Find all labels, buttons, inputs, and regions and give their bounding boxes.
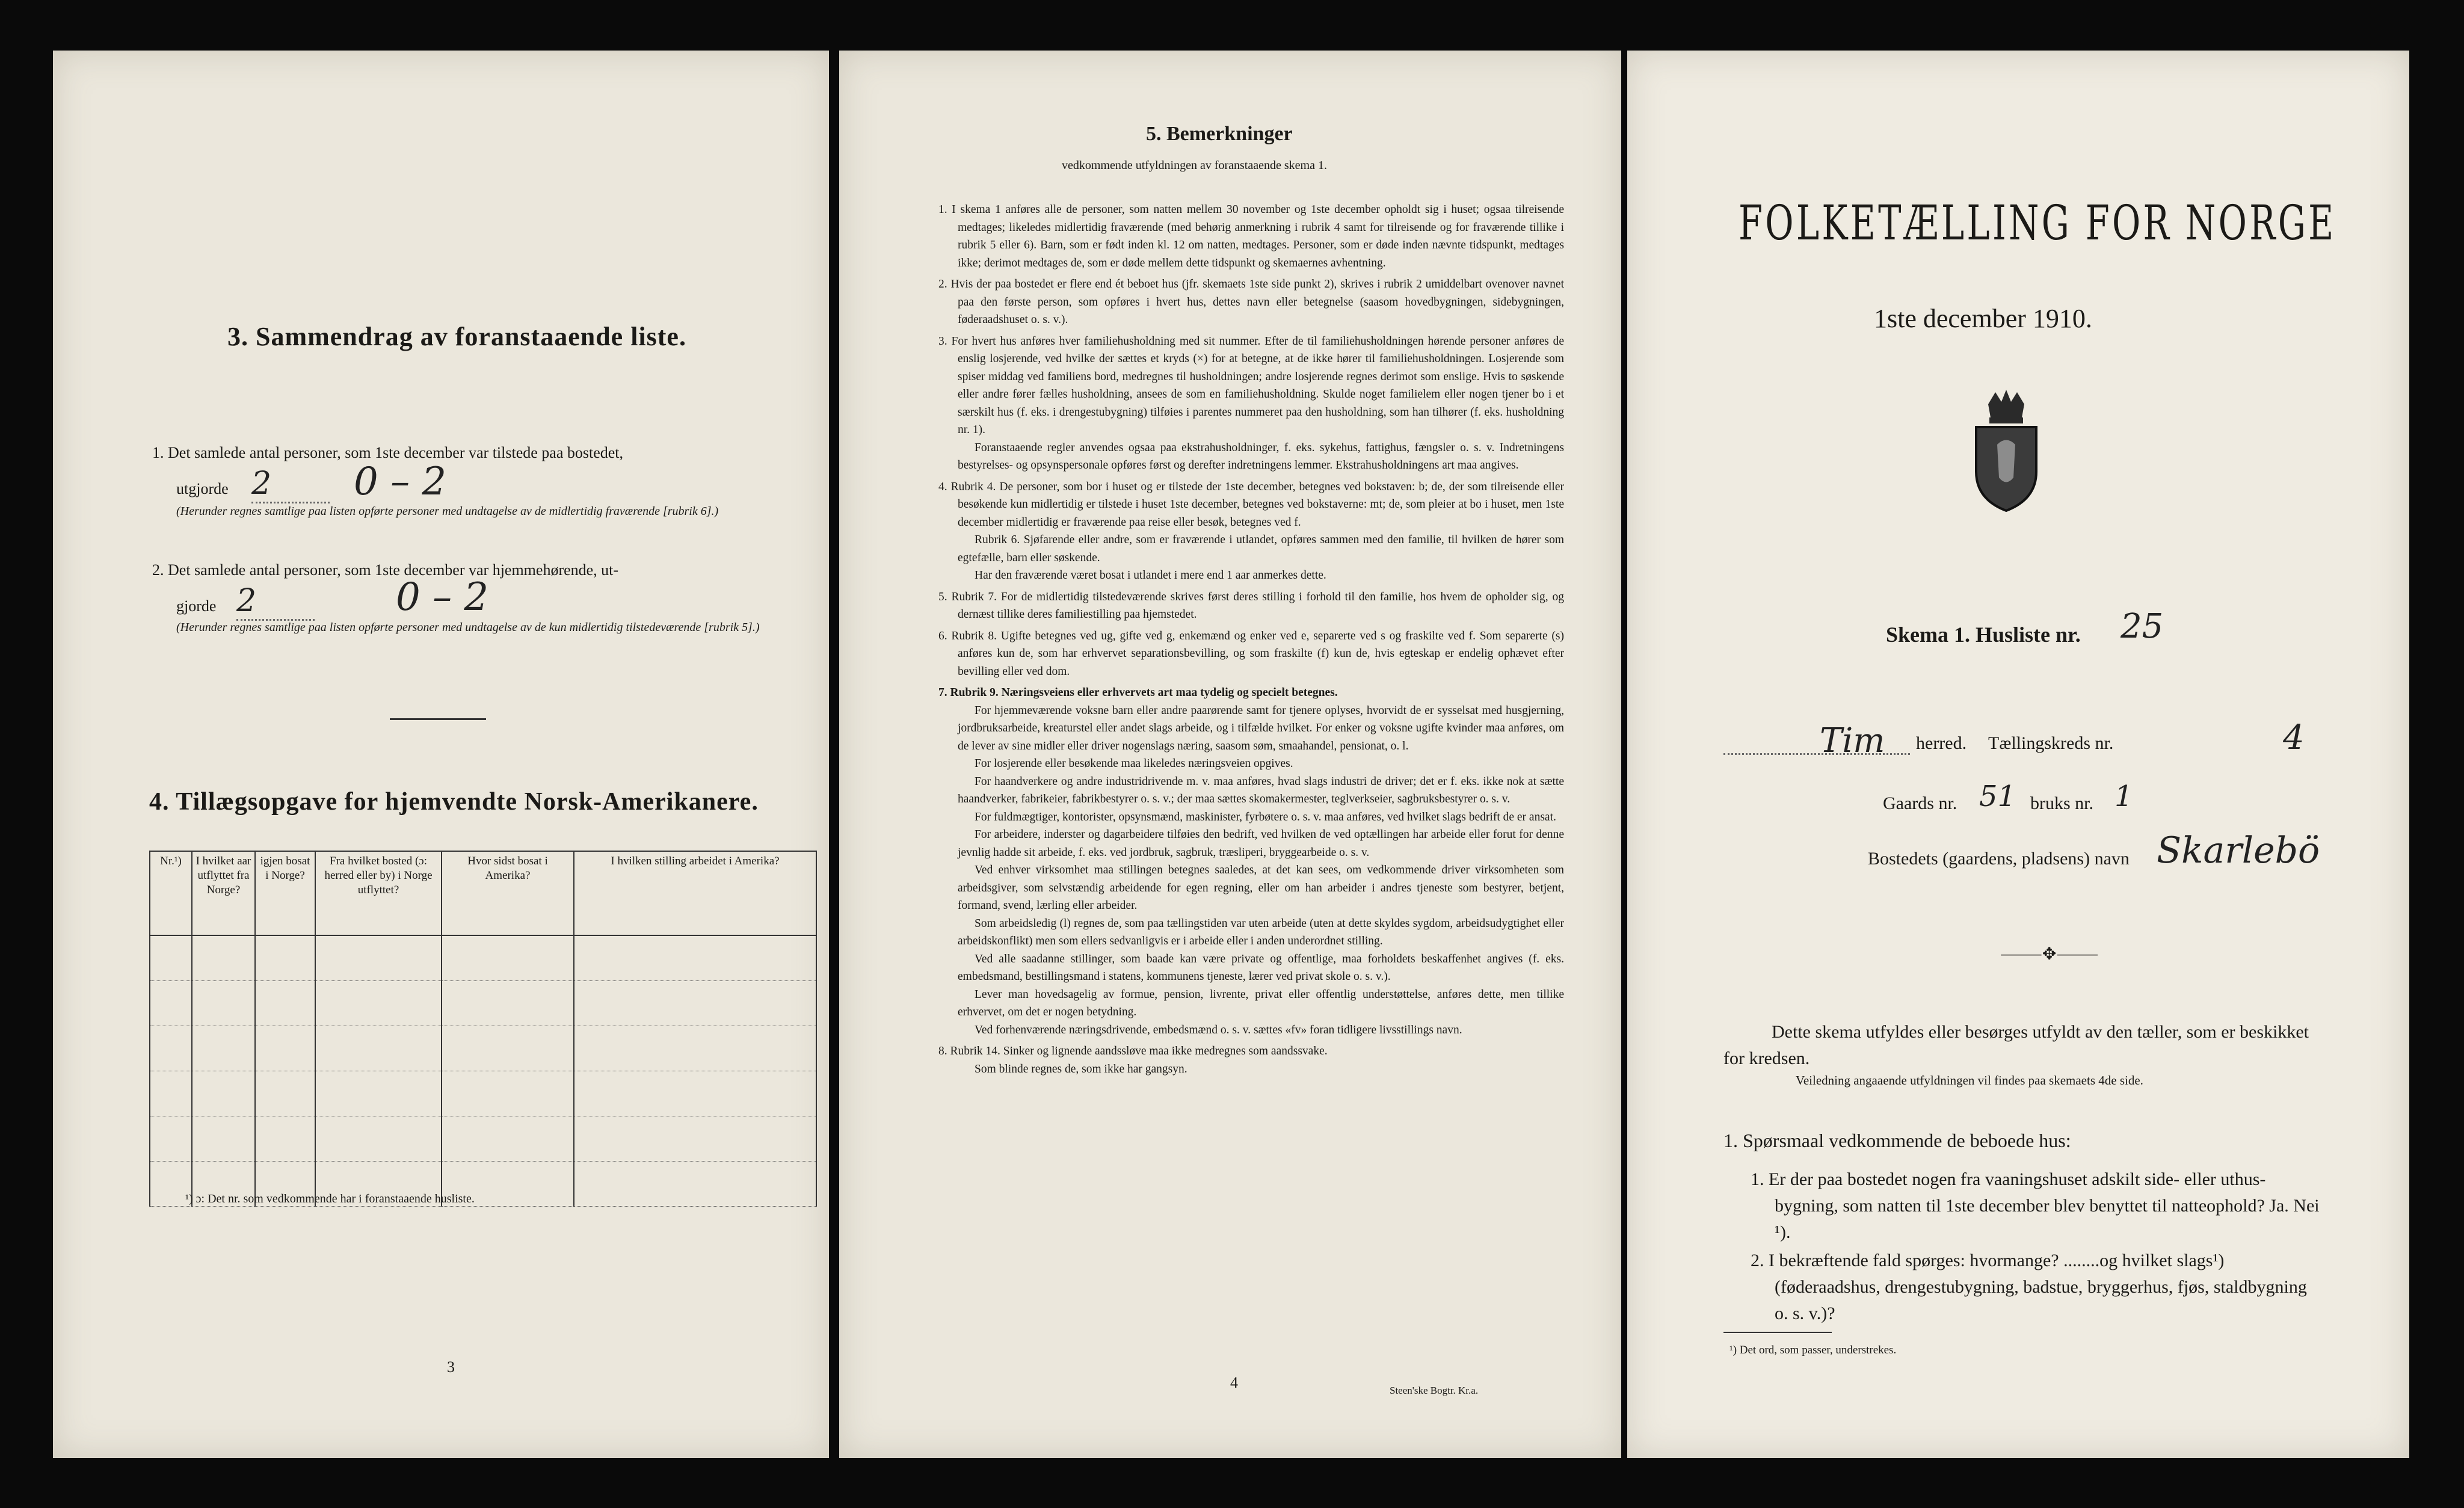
bruks-value: 1 [2114,780,2133,813]
remarks-title: 5. Bemerkninger [1146,123,1293,145]
question-1: 1. Er der paa bostedet nogen fra vaaningshuset adskilt side- eller uthus-bygning, som natten til 1ste december blev benyttet til natteophold? Ja. Nei ¹). [1751,1169,2320,1242]
summary-item2-prefix: gjorde [176,597,217,615]
remark-3b: Foranstaaende regler anvendes ogsaa paa ekstrahusholdninger, f. eks. sykehus, fattighus, fængsler o. s. v. Indretningens bestyrelses- og opsynspersonale opføres først og derefter indretningens lemmer. Ekstrahusholdningens art maa angives. [958,441,1564,472]
remark-4c: Har den fraværende været bosat i utlandet i mere end 1 aar anmerkes dette. [975,569,1326,582]
remark-3: 3. For hvert hus anføres hver familiehusholdning med sit nummer. Efter de til familiehusholdningen hørende personer anføres de enslig losjerende, ved hvilke der sættes et kryds (×) for at betegne, at de ikke hører til familiehusholdningen. Losjerende som spiser middag ved familiens bord, medregnes til husholdningen; andre losjerende regnes derimot som enslige. Hvis to søskende eller andre fører fælles husholdning, ansees de som en familiehusholdning. Skulde noget familielem eller nogen tjener bo i et særskilt hus (f. eks. i drengestubygning) tilføies i parentes nummeret paa den husholdning, som han tilhører (f. eks. husholdning nr. 1). [938,334,1564,436]
bosted-label: Bostedets (gaardens, pladsens) navn [1868,849,2130,869]
printer-imprint: Steen'ske Bogtr. Kr.a. [1390,1385,1479,1396]
page-summary [53,51,829,1458]
kreds-value: 4 [2283,718,2305,757]
table-row [150,1026,816,1071]
remark-7e: For fuldmægtiger, kontorister, opsynsmænd, maskinister, fyrbøtere o. s. v. maa anføres, ved hvilket slags bedrift de er ansat. [975,810,1556,823]
ornament-icon: ⸻✥⸻ [2000,945,2099,964]
remark-8b: Som blinde regnes de, som ikke har gangsyn. [975,1062,1187,1076]
remark-7j: Lever man hovedsagelig av formue, pension, livrente, privat eller offentlig understøttelse, anføres dette, men tillike erhvervet, om det er nogen betydning. [958,988,1564,1018]
remark-7f: For arbeidere, inderster og dagarbeidere tilføies den bedrift, ved hvilken de ved optællingen har arbeide eller forut for denne jevnlig hadde sit arbeide, f. eks. ved jordbruk, sagbruk, træsliperi, bryggearbeide o. s. v. [958,828,1564,859]
remark-7k: Ved forhenværende næringsdrivende, embedsmænd o. s. v. sættes «fv» foran tidligere livsstillings navn. [975,1023,1462,1036]
remarks-subtitle: vedkommende utfyldningen av foranstaaende skema 1. [1062,159,1327,172]
skema-label: Skema 1. Husliste nr. [1886,623,2081,647]
remark-8: 8. Rubrik 14. Sinker og lignende aandssløve maa ikke medregnes som aandssvake. [938,1045,1328,1057]
kreds-label: Tællingskreds nr. [1988,733,2114,753]
summary-item2-value: 2 [236,583,315,621]
summary-item2-range: 0 – 2 [396,575,489,620]
table-footnote: ¹) ɔ: Det nr. som vedkommende har i foranstaaende husliste. [185,1192,475,1205]
remark-1: 1. I skema 1 anføres alle de personer, som natten mellem 30 november og 1ste december opholdt sig i huset; ogsaa tilreisende medtages; likeledes midlertidig fraværende (med behørig anmerkning i rubrik 4 samt for tilreisende og for fraværende tillike i rubrik 5 eller 6). Barn, som er født inden kl. 12 om natten, medtages. Personer, som er døde inden nævnte tidspunkt, medtages ikke; derimot medtages de, som er døde mellem dette tidspunkt og skemaernes avhentning. [938,203,1564,269]
page-number: 4 [1230,1374,1238,1391]
col-stilling: I hvilken stilling arbeidet i Amerika? [574,851,816,935]
bosted-value: Skarlebö [2157,829,2320,872]
remark-7d: For haandverkere og andre industridrivende m. v. maa anføres, hvad slags industri de driver; det er f. eks. ikke nok at sætte haandverker, fabrikeier, fabrikbestyrer o. s. v.; der maa sættes skomakermester, teglverkseier, sagbruksbestyrer o. s. v. [958,775,1564,805]
table-row [150,981,816,1026]
summary-item1-text: 1. Det samlede antal personer, som 1ste december var tilstede paa bostedet, [152,444,624,461]
summary-item1-value: 2 [251,466,330,503]
remarks-body [938,201,1564,1078]
remark-4b: Rubrik 6. Sjøfarende eller andre, som er fraværende i utlandet, opføres sammen med den familie, til hvilken de hører som egtefælle, barn eller søskende. [958,534,1564,564]
remark-7: 7. Rubrik 9. Næringsveiens eller erhvervets art maa tydelig og specielt betegnes. [938,686,1338,699]
remark-7c: For losjerende eller besøkende maa likeledes næringsveien opgives. [975,757,1293,770]
census-date: 1ste december 1910. [1874,304,2092,333]
col-nr: Nr.¹) [150,851,192,935]
instruction-small: Veiledning angaaende utfyldningen vil findes paa skemaets 4de side. [1796,1073,2143,1088]
remark-7b: For hjemmeværende voksne barn eller andre paarørende samt for tjenere oplyses, hvorvidt de er sysselsat med husgjerning, jordbruksarbeide, kreaturstel eller andet slags arbeide, og i tilfælde hvilket. For enker og voksne ugifte kvinder maa anføres, om de lever av sine midler eller driver nogenslags næring, saasom søm, smaahandel, pensionat, o. l. [958,704,1564,752]
page-remarks [839,51,1621,1458]
norsk-amerikanere-table [149,851,817,1207]
page-cover [1627,51,2409,1458]
gaards-value: 51 [1979,780,2016,813]
summary-item2-note: (Herunder regnes samtlige paa listen opførte personer med undtagelse av de kun midlertidig tilstedeværende [rubrik 5].) [176,621,760,634]
gaards-label: Gaards nr. [1883,793,1957,813]
herred-value: Tim [1820,721,1885,760]
table-row [150,1116,816,1162]
col-amerika: Hvor sidst bosat i Amerika? [442,851,574,935]
herred-label: herred. [1916,733,1967,753]
summary-item1-range: 0 – 2 [354,460,447,504]
section3-title: 3. Sammendrag av foranstaaende liste. [227,322,686,351]
census-title: FOLKETÆLLING FOR NORGE [1739,195,2336,251]
table-header-row [150,851,816,935]
summary-item1-note: (Herunder regnes samtlige paa listen opførte personer med undtagelse av de midlertidig fraværende [rubrik 6].) [176,505,719,518]
question-2: 2. I bekræftende fald spørges: hvormange? ........og hvilket slags¹) (føderaadshus, drengestubygning, badstue, bryggerhus, fjøs, staldbygning o. s. v.)? [1751,1251,2307,1323]
remark-7g: Ved enhver virksomhet maa stillingen betegnes saaledes, at det kan sees, om vedkommende driver virksomheten som arbeidsgiver, som selvstændig arbeidende for egen regning, eller om han arbeider i andres tjeneste som bestyrer, betjent, formand, svend, lærling eller arbeider. [958,864,1564,912]
remark-6: 6. Rubrik 8. Ugifte betegnes ved ug, gifte ved g, enkemænd og enker ved e, separerte ved s og fraskilte ved f. Som separerte (s) anføres kun de, som har erhvervet separationsbevilling, og som fraskilte (f) kun de, hvis egteskap er endelig ophævet efter bevilling eller ved dom. [938,629,1564,678]
table-row [150,1071,816,1116]
summary-item2-text: 2. Det samlede antal personer, som 1ste december var hjemmehørende, ut- [152,561,619,579]
col-igjen-bosat: igjen bosat i Norge? [255,851,315,935]
remark-4: 4. Rubrik 4. De personer, som bor i huset og er tilstede der 1ste december, betegnes ved bokstaven: b; de, der som tilreisende eller besøkende kun midlertidig er tilstede i huset 1ste december, betegnes ved bokstaverne: mt; de, som pleier at bo i huset, men 1ste december midlertidig er fraværende paa reise eller besøk, betegnes ved f. [938,480,1564,529]
section4-title: 4. Tillægsopgave for hjemvendte Norsk-Amerikanere. [149,788,759,816]
remark-7h: Som arbeidsledig (l) regnes de, som paa tællingstiden var uten arbeide (uten at dette skyldes sygdom, arbeidsudygtighet eller arbeidskonflikt) men som ellers sedvanligvis er i arbeide eller i anden underordnet stilling. [958,917,1564,947]
remark-2: 2. Hvis der paa bostedet er flere end ét beboet hus (jfr. skemaets 1ste side punkt 2), skrives i rubrik 2 umiddelbart ovenover navnet paa den første person, som opføres i hvert hus, dettes navn eller betegnelse (saasom hovedbygningen, sidebygningen, føderaadshuset o. s. v.). [938,278,1564,326]
questions-heading: 1. Spørsmaal vedkommende de beboede hus: [1723,1130,2071,1151]
summary-item1-prefix: utgjorde [176,480,229,497]
divider [390,718,486,720]
remark-5: 5. Rubrik 7. For de midlertidig tilstedeværende skrives først deres stilling i forhold til den familie, hos hvem de opholder sig, og dernæst tillike deres familiestilling paa hjemstedet. [938,590,1564,621]
table-row [150,935,816,981]
col-bosted: Fra hvilket bosted (ɔ: herred eller by) i Norge utflyttet? [315,851,442,935]
norway-coat-of-arms-icon [1964,387,2048,514]
instruction-text: Dette skema utfyldes eller besørges utfyldt av den tæller, som er beskikket for kredsen. [1723,1022,2309,1068]
husliste-number: 25 [2121,607,2164,646]
footnote: ¹) Det ord, som passer, understrekes. [1729,1344,1897,1356]
bruks-label: bruks nr. [2030,793,2093,813]
remark-7i: Ved alle saadanne stillinger, som baade kan være private og offentlige, maa forholdets beskaffenhet angives (f. eks. embedsmand, bestillingsmand i statens, kommunens tjeneste, lærer ved privat skole o. s. v.). [958,952,1564,983]
col-utflyttet: I hvilket aar utflyttet fra Norge? [192,851,255,935]
page-number: 3 [447,1358,455,1376]
